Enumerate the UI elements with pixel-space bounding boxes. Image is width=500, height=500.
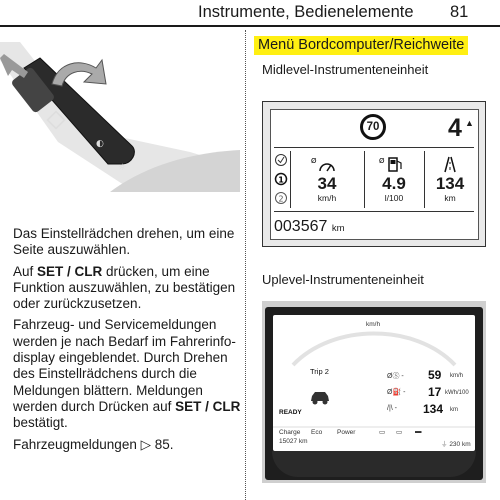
uplevel-display <box>273 315 475 451</box>
midlevel-label: Midlevel-Instrumenteneinheit <box>262 62 429 77</box>
column-divider <box>290 151 291 208</box>
plug-icon: ⏚ <box>441 441 448 448</box>
speed-row-icon: ØⓈ - <box>387 373 404 380</box>
uplevel-lower-housing <box>272 451 476 477</box>
speed-arc <box>273 315 475 451</box>
energy-row-icon: Ø⛽ - <box>387 389 406 396</box>
svg-text:☼: ☼ <box>118 163 127 173</box>
column-divider <box>364 151 365 208</box>
car-small-icon: ▬ <box>415 428 422 435</box>
consumption-value: 4.9 <box>382 174 406 193</box>
section-heading: Menü Bordcomputer/Reichweite <box>254 36 468 55</box>
up-energy-unit: kWh/100 <box>445 390 469 396</box>
reference-arrow-icon: ▷ <box>140 436 151 452</box>
range-unit: km <box>444 193 456 203</box>
battery-icon: ▭ <box>379 429 386 436</box>
status-text: READY <box>279 409 302 416</box>
up-energy-value: 17 <box>428 385 442 399</box>
speed-arc-label: km/h <box>366 321 381 328</box>
fuel-pump-icon <box>379 155 405 173</box>
svg-text:2: 2 <box>278 194 284 204</box>
footer-odometer: 15027 km <box>279 438 308 445</box>
column-divider <box>424 151 425 208</box>
speedometer-icon <box>311 155 337 173</box>
range-value: 134 <box>435 174 465 193</box>
trip-selector-icons <box>274 152 288 208</box>
para-set-clr: Auf SET / CLR drücken, um eine Funktion auszuwählen, zu bestätigen oder zurückzusetzen. <box>13 263 236 312</box>
midlevel-cluster <box>262 101 486 247</box>
para-rotate: Das Einstellrädchen drehen, um eine Seite auszuwählen. <box>13 226 235 258</box>
road-icon <box>437 155 463 173</box>
column-divider <box>245 30 246 500</box>
instruction-text <box>13 226 243 458</box>
speed-value: 34 <box>317 174 337 193</box>
up-range-unit: km <box>450 407 458 413</box>
steering-stalk-illustration <box>0 42 240 192</box>
svg-text:◐: ◐ <box>96 139 104 149</box>
display-rule <box>274 147 474 148</box>
speed-limit-sign: 70 <box>360 114 386 140</box>
svg-text:Ø: Ø <box>379 157 385 165</box>
up-speed-value: 59 <box>428 368 442 382</box>
uplevel-label: Uplevel-Instrumenteneinheit <box>262 272 424 287</box>
midlevel-display <box>270 109 479 240</box>
svg-text:Ø: Ø <box>311 157 317 165</box>
footer-eco: Eco <box>311 429 323 436</box>
up-range-value: 134 <box>423 402 444 416</box>
upshift-arrow-icon: ▲ <box>465 118 474 128</box>
up-speed-unit: km/h <box>450 373 464 379</box>
display-rule <box>274 211 474 212</box>
header-title: Instrumente, Bedienelemente <box>198 3 414 21</box>
gear-indicator: 4 <box>448 114 462 142</box>
svg-text:1: 1 <box>278 175 284 185</box>
page-number: 81 <box>450 3 469 21</box>
uplevel-cluster <box>262 301 486 483</box>
card-icon: ▭ <box>396 429 403 436</box>
footer-power: Power <box>337 429 356 436</box>
header-rule <box>0 25 500 27</box>
para-reference: Fahrzeugmeldungen ▷ 85. <box>13 436 174 452</box>
car-icon <box>309 389 331 405</box>
range-row-icon: /|\ - <box>387 405 397 412</box>
trip-label: Trip 2 <box>310 367 329 376</box>
speed-unit: km/h <box>317 193 337 203</box>
footer-range: ⏚ 230 km <box>441 441 471 448</box>
odometer: 003567 km <box>274 218 345 235</box>
consumption-unit: l/100 <box>384 193 404 203</box>
footer-charge: Charge <box>279 429 301 436</box>
para-messages: Fahrzeug- und Servicemeldungen werden je nach Bedarf im Fahrerinfo-display eingeblendet. Durch Drehen des Einstellrädchens durch die Meldungen blättern. Meldungen werden durch Drücken auf SET / CLR bestätigt. <box>13 317 241 431</box>
